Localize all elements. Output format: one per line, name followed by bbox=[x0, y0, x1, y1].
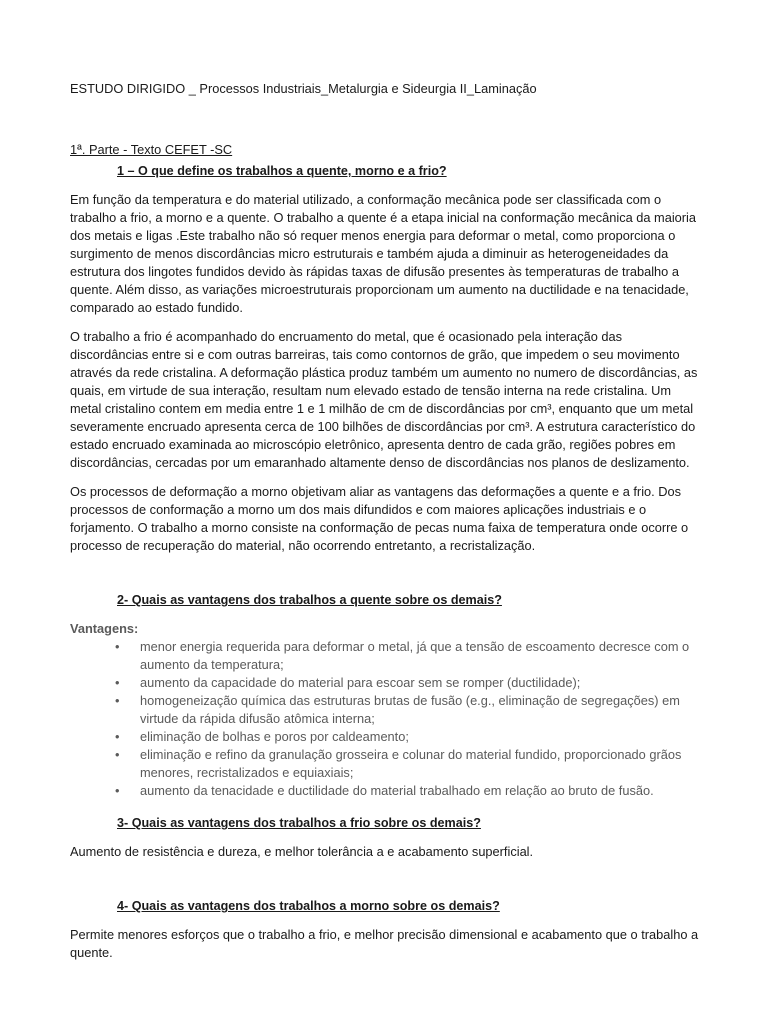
advantages-block bbox=[70, 620, 700, 800]
list-item-text: eliminação de bolhas e poros por caldeamento; bbox=[140, 729, 409, 744]
section-spacer bbox=[70, 566, 700, 591]
list-item bbox=[115, 674, 700, 692]
question-4-answer: Permite menores esforços que o trabalho a frio, e melhor precisão dimensional e acabamento que o trabalho a quente. bbox=[70, 927, 699, 960]
list-item bbox=[115, 746, 700, 782]
list-item-text: aumento da capacidade do material para escoar sem se romper (ductilidade); bbox=[140, 675, 581, 690]
question-2-heading: 2- Quais as vantagens dos trabalhos a quente sobre os demais? bbox=[117, 593, 502, 607]
part-title: 1ª. Parte - Texto CEFET -SC bbox=[70, 142, 233, 157]
list-item bbox=[115, 728, 700, 746]
question-4-heading: 4- Quais as vantagens dos trabalhos a morno sobre os demais? bbox=[117, 899, 500, 913]
list-item-text: menor energia requerida para deformar o metal, já que a tensão de escoamento decresce com o aumento da temperatura; bbox=[140, 639, 690, 672]
document-page bbox=[70, 80, 700, 973]
bullet-icon: • bbox=[115, 675, 120, 690]
bullet-icon: • bbox=[115, 693, 120, 708]
list-item-text: homogeneização química das estruturas brutas de fusão (e.g., eliminação de segregações) em virtude da rápida difusão atômica interna; bbox=[140, 693, 680, 726]
list-item bbox=[115, 638, 700, 674]
document-title: ESTUDO DIRIGIDO _ Processos Industriais_Metalurgia e Sideurgia II_Laminação bbox=[70, 81, 537, 96]
list-item bbox=[115, 782, 700, 800]
question-1-paragraph-3: Os processos de deformação a morno objetivam aliar as vantagens das deformações a quente e a frio. Dos processos de conformação a morno um dos mais difundidos e com maiores aplicações industriais e o forjamento. O trabalho a morno consiste na conformação de pecas numa faixa de temperatura onde ocorre o processo de recuperação do material, não ocorrendo entretanto, a recristalização. bbox=[70, 484, 689, 553]
list-item bbox=[115, 692, 700, 728]
advantages-list bbox=[70, 638, 700, 800]
bullet-icon: • bbox=[115, 639, 120, 654]
question-1-heading: 1 – O que define os trabalhos a quente, morno e a frio? bbox=[117, 164, 447, 178]
question-3-answer: Aumento de resistência e dureza, e melhor tolerância a e acabamento superficial. bbox=[70, 844, 534, 859]
question-4-section bbox=[70, 897, 700, 962]
question-2-section bbox=[70, 591, 700, 800]
question-1-paragraph-1: Em função da temperatura e do material utilizado, a conformação mecânica pode ser classificada com o trabalho a frio, a morno e a quente. O trabalho a quente é a etapa inicial na conformação mecânica da maioria dos metais e ligas .Este trabalho não só requer menos energia para deformar o metal, como proporciona o surgimento de menos discordâncias micro estruturais e também ajuda a diminuir as heterogeneidades da estrutura dos lingotes fundidos devido às rápidas taxas de difusão presentes às temperaturas de trabalho a quente. Além disso, as variações microestruturais proporcionam um aumento na ductilidade e na tenacidade, comparado ao estado fundido. bbox=[70, 192, 697, 315]
advantages-label: Vantagens: bbox=[70, 621, 139, 636]
list-item-text: aumento da tenacidade e ductilidade do material trabalhado em relação ao bruto de fusão. bbox=[140, 783, 654, 798]
question-3-heading: 3- Quais as vantagens dos trabalhos a frio sobre os demais? bbox=[117, 816, 481, 830]
list-item-text: eliminação e refino da granulação grosseira e colunar do material fundido, proporcionado grãos menores, recristalizados e equiaxiais; bbox=[140, 747, 682, 780]
question-1-paragraph-2: O trabalho a frio é acompanhado do encruamento do metal, que é ocasionado pela interação das discordâncias entre si e com outras barreiras, tais como contornos de grão, que impedem o seu movimento através da rede cristalina. A deformação plástica produz também um aumento no numero de discordâncias, as quais, em virtude de sua interação, resultam num elevado estado de tensão interna na rede cristalina. Um metal cristalino contem em media entre 1 e 1 milhão de cm de discordâncias por cm³, enquanto que um metal severamente encruado apresenta cerca de 100 bilhões de discordâncias por cm³. A estrutura característico do estado encruado examinada ao microscópio eletrônico, apresenta dentro de cada grão, regiões pobres em discordâncias, cercadas por um emaranhado altamente denso de discordâncias nos planos de deslizamento. bbox=[70, 329, 698, 470]
bullet-icon: • bbox=[115, 783, 120, 798]
question-3-section bbox=[70, 814, 700, 861]
question-1-section bbox=[70, 162, 700, 555]
bullet-icon: • bbox=[115, 747, 120, 762]
bullet-icon: • bbox=[115, 729, 120, 744]
